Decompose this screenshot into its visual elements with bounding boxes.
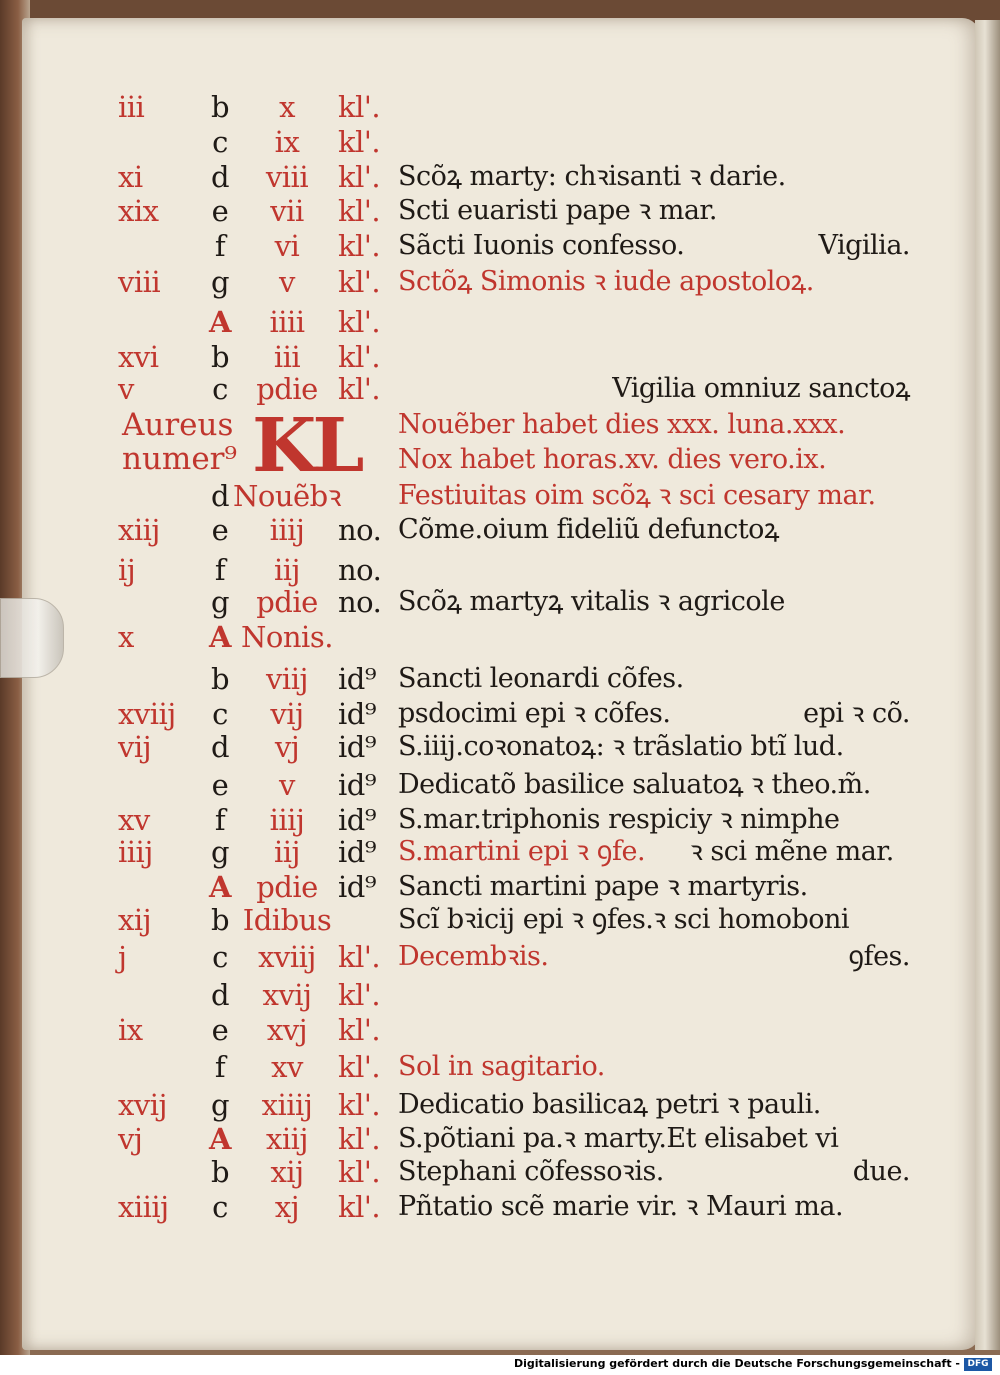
day-count: iii xyxy=(273,340,301,374)
golden-number: xiij xyxy=(118,513,160,547)
dominical-letter: d xyxy=(210,730,230,764)
dominical-letter: c xyxy=(212,940,228,974)
golden-number: xviij xyxy=(118,697,176,731)
day-count: xj xyxy=(274,1190,300,1224)
day-unit: id⁹ xyxy=(338,697,376,731)
day-count: v xyxy=(279,265,295,299)
golden-number: xvij xyxy=(118,1088,168,1122)
day-unit: kl'. xyxy=(338,372,381,406)
dominical-letter: b xyxy=(210,90,230,124)
calendar-row xyxy=(0,1190,1000,1226)
calendar-row xyxy=(0,1088,1000,1124)
calendar-row xyxy=(0,768,1000,804)
dominical-letter: c xyxy=(212,372,228,406)
feast-text-right: Vigilia omniuz sanctoꝝ xyxy=(612,373,910,404)
feast-text-right: ꝯfes. xyxy=(848,941,910,972)
day-unit: id⁹ xyxy=(338,662,376,696)
feast-text-right: epi ꝛ cõ. xyxy=(803,698,910,729)
feast-text: S.mar.triphonis respiciy ꝛ nimphe xyxy=(398,804,840,835)
feast-text: Nox habet horas.xv. dies vero.ix. xyxy=(398,444,827,475)
day-count: iij xyxy=(273,553,301,587)
calendar-row xyxy=(0,662,1000,698)
feast-text: Festiuitas oim scõꝝ ꝛ sci cesary mar. xyxy=(398,480,876,511)
day-unit: no. xyxy=(338,513,382,547)
day-unit: kl'. xyxy=(338,229,381,263)
day-unit: id⁹ xyxy=(338,803,376,837)
day-count: xiij xyxy=(266,1122,308,1156)
feast-text: S.iiij.coꝛonatoꝝ: ꝛ trãslatio btĩ lud. xyxy=(398,731,844,762)
feast-text: Decembꝛis. xyxy=(398,941,549,972)
calendar-row xyxy=(0,1122,1000,1158)
dominical-letter: f xyxy=(214,803,226,837)
golden-number: xij xyxy=(118,903,152,937)
feast-text: psdocimi epi ꝛ cõfes. xyxy=(398,698,671,729)
dominical-letter: b xyxy=(210,903,230,937)
day-unit: kl'. xyxy=(338,1050,381,1084)
day-count: ix xyxy=(274,125,300,159)
day-count: v xyxy=(279,768,295,802)
day-count: vij xyxy=(270,697,304,731)
day-unit: kl'. xyxy=(338,125,381,159)
feast-text: Cõme.oium fideliũ defunctoꝝ xyxy=(398,514,780,545)
golden-number: vij xyxy=(118,730,152,764)
day-count: Idibus xyxy=(242,903,332,937)
calendar-row xyxy=(0,305,1000,341)
day-unit: kl'. xyxy=(338,1155,381,1189)
day-unit: kl'. xyxy=(338,978,381,1012)
golden-number: xiiij xyxy=(118,1190,169,1224)
dominical-letter: d xyxy=(210,160,230,194)
golden-number: ij xyxy=(118,553,136,587)
feast-text: Pñtatio scẽ marie vir. ꝛ Mauri ma. xyxy=(398,1191,844,1222)
calendar-row xyxy=(0,194,1000,230)
feast-text: S.põtiani pa.ꝛ marty.Et elisabet vi xyxy=(398,1123,839,1154)
golden-number: ix xyxy=(118,1013,143,1047)
day-unit: kl'. xyxy=(338,1013,381,1047)
dominical-letter: g xyxy=(210,835,230,869)
calendar-row xyxy=(0,620,1000,656)
dominical-letter: f xyxy=(214,229,226,263)
day-count: iiij xyxy=(269,513,305,547)
golden-number: xv xyxy=(118,803,150,837)
day-count: xvij xyxy=(262,978,312,1012)
dominical-letter: c xyxy=(212,1190,228,1224)
golden-number: x xyxy=(118,620,134,654)
dominical-letter: b xyxy=(210,662,230,696)
feast-text: Scõꝝ martyꝝ vitalis ꝛ agricole xyxy=(398,586,785,617)
footer xyxy=(0,1355,1000,1375)
calendar-row xyxy=(0,479,1000,515)
feast-text: Sol in sagitario. xyxy=(398,1051,605,1082)
day-count: pdie xyxy=(256,870,318,904)
day-unit: kl'. xyxy=(338,340,381,374)
feast-text: Scti euaristi pape ꝛ mar. xyxy=(398,195,717,226)
dominical-letter: g xyxy=(210,1088,230,1122)
day-count: xv xyxy=(271,1050,303,1084)
day-unit: kl'. xyxy=(338,305,381,339)
day-unit: kl'. xyxy=(338,940,381,974)
day-count: iiij xyxy=(269,803,305,837)
day-count: xvj xyxy=(266,1013,308,1047)
dfg-logo: DFG xyxy=(964,1358,992,1371)
golden-number: viii xyxy=(118,265,161,299)
day-count: viii xyxy=(265,160,309,194)
day-unit: kl'. xyxy=(338,1088,381,1122)
day-count: iiii xyxy=(269,305,305,339)
calendar-row xyxy=(0,870,1000,906)
feast-text: Scõꝝ marty: chꝛisanti ꝛ darie. xyxy=(398,161,786,192)
dominical-letter: d xyxy=(210,978,230,1012)
golden-number: vj xyxy=(118,1122,143,1156)
day-count: xviij xyxy=(258,940,316,974)
golden-number: xi xyxy=(118,160,143,194)
feast-text-right: Vigilia. xyxy=(818,230,910,261)
calendar-row xyxy=(0,408,1000,444)
dominical-letter: f xyxy=(214,1050,226,1084)
aureus-line1: Aureus xyxy=(122,407,234,443)
dominical-letter: g xyxy=(210,585,230,619)
day-count: iij xyxy=(273,835,301,869)
feast-text-right: due. xyxy=(852,1156,910,1187)
golden-number: iii xyxy=(118,90,145,124)
dominical-letter: e xyxy=(211,768,229,802)
dominical-letter: b xyxy=(210,340,230,374)
day-unit: kl'. xyxy=(338,1122,381,1156)
calendar-row xyxy=(0,372,1000,408)
day-count: vii xyxy=(270,194,304,228)
dominical-letter: g xyxy=(210,265,230,299)
calendar-row xyxy=(0,265,1000,301)
dominical-letter: e xyxy=(211,194,229,228)
calendar-row xyxy=(0,125,1000,161)
golden-number: xvi xyxy=(118,340,159,374)
dominical-letter: e xyxy=(211,1013,229,1047)
day-count: xiiij xyxy=(261,1088,313,1122)
feast-text: Sãcti Iuonis confesso. xyxy=(398,230,685,261)
feast-text: Sancti martini pape ꝛ martyris. xyxy=(398,871,808,902)
day-count: vj xyxy=(274,730,300,764)
calendar-row xyxy=(0,513,1000,549)
feast-text-continued: ꝛ sci mẽne mar. xyxy=(690,836,894,867)
golden-number: xix xyxy=(118,194,159,228)
footer-text: Digitalisierung gefördert durch die Deutsche Forschungsgemeinschaft - xyxy=(513,1357,960,1370)
calendar-row xyxy=(0,803,1000,839)
dominical-letter: c xyxy=(212,697,228,731)
day-unit: no. xyxy=(338,553,382,587)
feast-text: Dedicatio basilicaꝝ petri ꝛ pauli. xyxy=(398,1089,821,1120)
day-unit: kl'. xyxy=(338,1190,381,1224)
day-unit: kl'. xyxy=(338,194,381,228)
calendar-row xyxy=(0,340,1000,376)
day-count: Nonis. xyxy=(241,620,333,654)
feast-text: Sancti leonardi cõfes. xyxy=(398,663,684,694)
calendar-row xyxy=(0,835,1000,871)
kalends-initial: KL xyxy=(252,403,361,489)
day-count: pdie xyxy=(256,585,318,619)
dominical-letter: f xyxy=(214,553,226,587)
calendar-row xyxy=(0,730,1000,766)
day-unit: kl'. xyxy=(338,160,381,194)
feast-text: Dedicatõ basilice saluatoꝝ ꝛ theo.m̃. xyxy=(398,769,871,800)
day-count: pdie xyxy=(256,372,318,406)
feast-text: Scĩ bꝛicij epi ꝛ ꝯfes.ꝛ sci homoboni xyxy=(398,904,850,935)
calendar-row xyxy=(0,585,1000,621)
dominical-letter: A xyxy=(208,870,231,904)
day-unit: id⁹ xyxy=(338,768,376,802)
calendar-row xyxy=(0,1050,1000,1086)
dominical-letter: c xyxy=(212,125,228,159)
calendar-row xyxy=(0,553,1000,589)
dominical-letter: b xyxy=(210,1155,230,1189)
calendar-row xyxy=(0,697,1000,733)
day-unit: kl'. xyxy=(338,90,381,124)
calendar-row xyxy=(0,940,1000,976)
day-unit: id⁹ xyxy=(338,870,376,904)
calendar-row xyxy=(0,1155,1000,1191)
calendar-row xyxy=(0,90,1000,126)
golden-number: v xyxy=(118,372,134,406)
feast-text: S.martini epi ꝛ ꝯfe. xyxy=(398,836,646,867)
day-unit: id⁹ xyxy=(338,730,376,764)
dominical-letter: A xyxy=(208,620,231,654)
calendar-row xyxy=(0,160,1000,196)
day-count: viij xyxy=(266,662,308,696)
day-count: xij xyxy=(270,1155,304,1189)
dominical-letter: e xyxy=(211,513,229,547)
day-count: x xyxy=(279,90,295,124)
calendar-row xyxy=(0,443,1000,479)
day-count: Nouẽbꝛ xyxy=(233,479,341,513)
dominical-letter: A xyxy=(208,1122,231,1156)
dominical-letter: d xyxy=(210,479,230,513)
feast-text: Stephani cõfessoꝛis. xyxy=(398,1156,664,1187)
calendar-row xyxy=(0,1013,1000,1049)
day-count: vi xyxy=(274,229,300,263)
day-unit: id⁹ xyxy=(338,835,376,869)
golden-number: j xyxy=(118,940,127,974)
calendar-row xyxy=(0,229,1000,265)
day-unit: kl'. xyxy=(338,265,381,299)
dominical-letter: A xyxy=(208,305,231,339)
aureus-line2: numer⁹ xyxy=(122,441,237,477)
calendar-row xyxy=(0,903,1000,939)
calendar-row xyxy=(0,978,1000,1014)
golden-number: iiij xyxy=(118,835,153,869)
feast-text: Nouẽber habet dies xxx. luna.xxx. xyxy=(398,409,846,440)
feast-text: Sctõꝝ Simonis ꝛ iude apostoloꝝ. xyxy=(398,266,814,297)
day-unit: no. xyxy=(338,585,382,619)
